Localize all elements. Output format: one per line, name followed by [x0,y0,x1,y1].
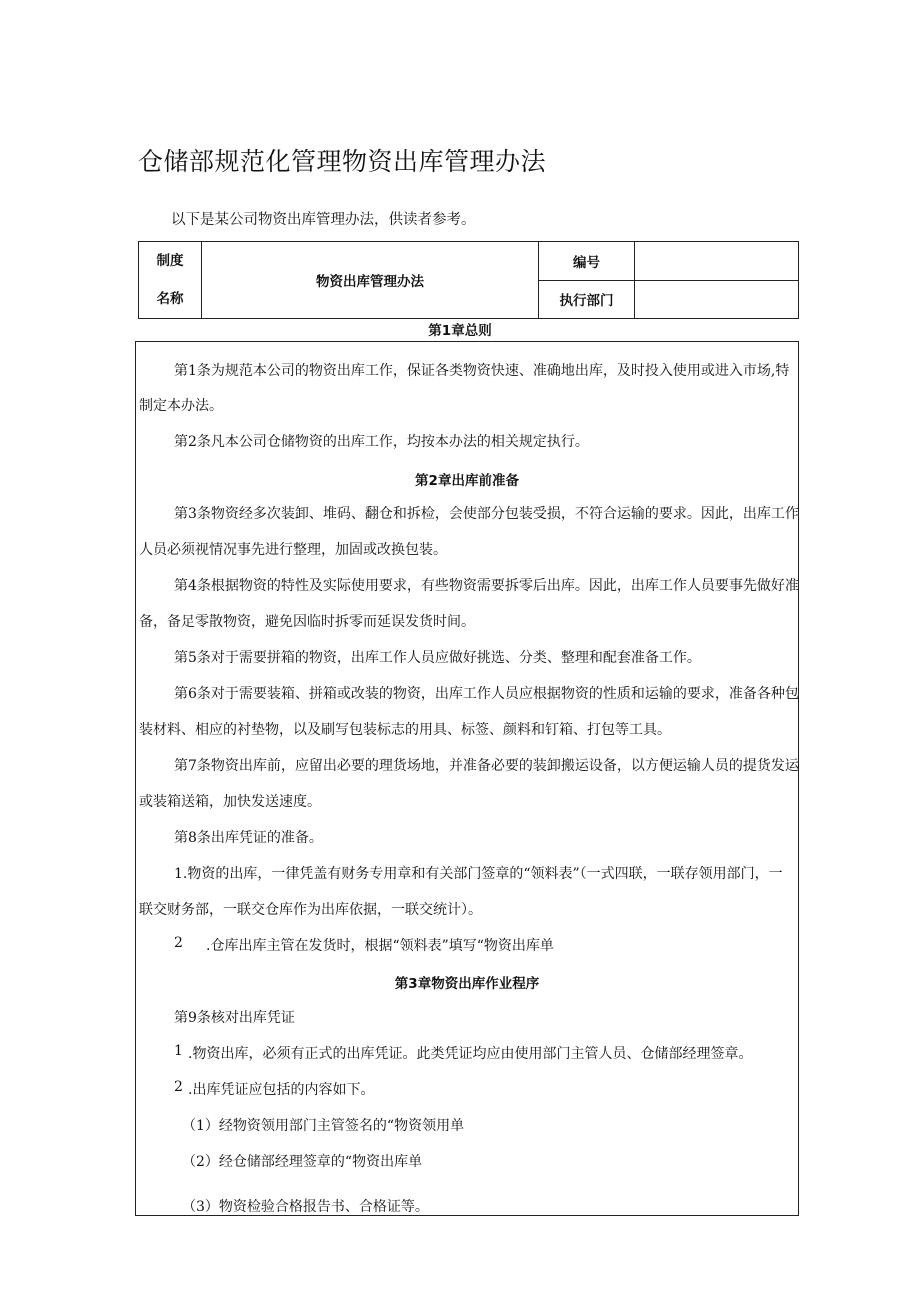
article-9-subitem-1: （1）经物资领用部门主管签名的“物资领用单 [182,1118,465,1134]
article-9-item-1-text: .物资出库，必须有正式的出库凭证。此类凭证均应由使用部门主管人员、仓储部经理签章。 [188,1046,753,1062]
article-7-line-1: 第7条物资出库前，应留出必要的理货场地，并准备必要的装卸搬运设备，以方便运输人员的提货发运 [174,758,799,774]
policy-name-value: 物资出库管理办法 [202,242,539,319]
article-4-line-2: 备，备足零散物资，避免因临时拆零而延误发货时间。 [139,614,475,630]
article-8-item-2-number: 2 [174,935,183,951]
article-3-line-1: 第3条物资经多次装卸、堆码、翻仓和拆检，会使部分包装受损，不符合运输的要求。因此，出库工作 [174,506,799,522]
intro-text: 以下是某公司物资出库管理办法，供读者参考。 [171,212,476,228]
article-8-item-1-line-1: 1.物资的出库，一律凭盖有财务专用章和有关部门签章的“领料表”（一式四联，一联存领用部门，一 [174,866,783,882]
content-box [135,341,799,1216]
article-9-item-2-text: .出库凭证应包括的内容如下。 [188,1082,375,1098]
name-label-line1: 制度 [156,253,184,269]
article-6-line-2: 装材料、相应的衬垫物，以及刷写包装标志的用具、标签、颜料和钉箱、打包等工具。 [139,722,671,738]
article-8-item-2-text: .仓库出库主管在发货时，根据“领料表”填写“物资出库单 [206,938,554,954]
number-value [635,242,799,281]
article-5: 第5条对于需要拼箱的物资，出库工作人员应做好挑选、分类、整理和配套准备工作。 [174,650,701,666]
article-1-line-2: 制定本办法。 [139,398,223,414]
article-8-item-1-line-2: 联交财务部，一联交仓库作为出库依据，一联交统计）。 [139,902,482,918]
article-8: 第8条出库凭证的准备。 [174,830,323,846]
dept-value [635,280,799,319]
article-9-subitem-3: （3）物资检验合格报告书、合格证等。 [182,1199,429,1215]
article-6-line-1: 第6条对于需要装箱、拼箱或改装的物资，出库工作人员应根据物资的性质和运输的要求，准备各种包 [174,686,799,702]
article-2: 第2条凡本公司仓储物资的出库工作，均按本办法的相关规定执行。 [174,434,589,450]
article-9-item-1-number: 1 [174,1043,183,1059]
chapter-1-heading: 第1章总则 [428,323,492,339]
name-label-cell [139,242,202,319]
article-3-line-2: 人员必须视情况事先进行整理，加固或改换包装。 [139,542,447,558]
document-title: 仓储部规范化管理物资出库管理办法 [138,147,547,176]
number-label: 编号 [539,242,635,281]
article-9-subitem-2: （2）经仓储部经理签章的“物资出库单 [182,1154,423,1170]
article-9: 第9条核对出库凭证 [174,1010,295,1026]
name-label-line2: 名称 [156,291,184,307]
article-1-line-1: 第1条为规范本公司的物资出库工作，保证各类物资快速、准确地出库，及时投入使用或进入市场,特 [174,363,790,379]
policy-info-table [138,241,799,319]
chapter-2-heading: 第2章出库前准备 [415,473,519,489]
chapter-3-heading: 第3章物资出库作业程序 [394,976,540,992]
article-4-line-1: 第4条根据物资的特性及实际使用要求，有些物资需要拆零后出库。因此，出库工作人员要事先做好准 [174,578,799,594]
dept-label: 执行部门 [539,280,635,319]
article-9-item-2-number: 2 [174,1079,183,1095]
article-7-line-2: 或装箱送箱，加快发送速度。 [139,794,321,810]
